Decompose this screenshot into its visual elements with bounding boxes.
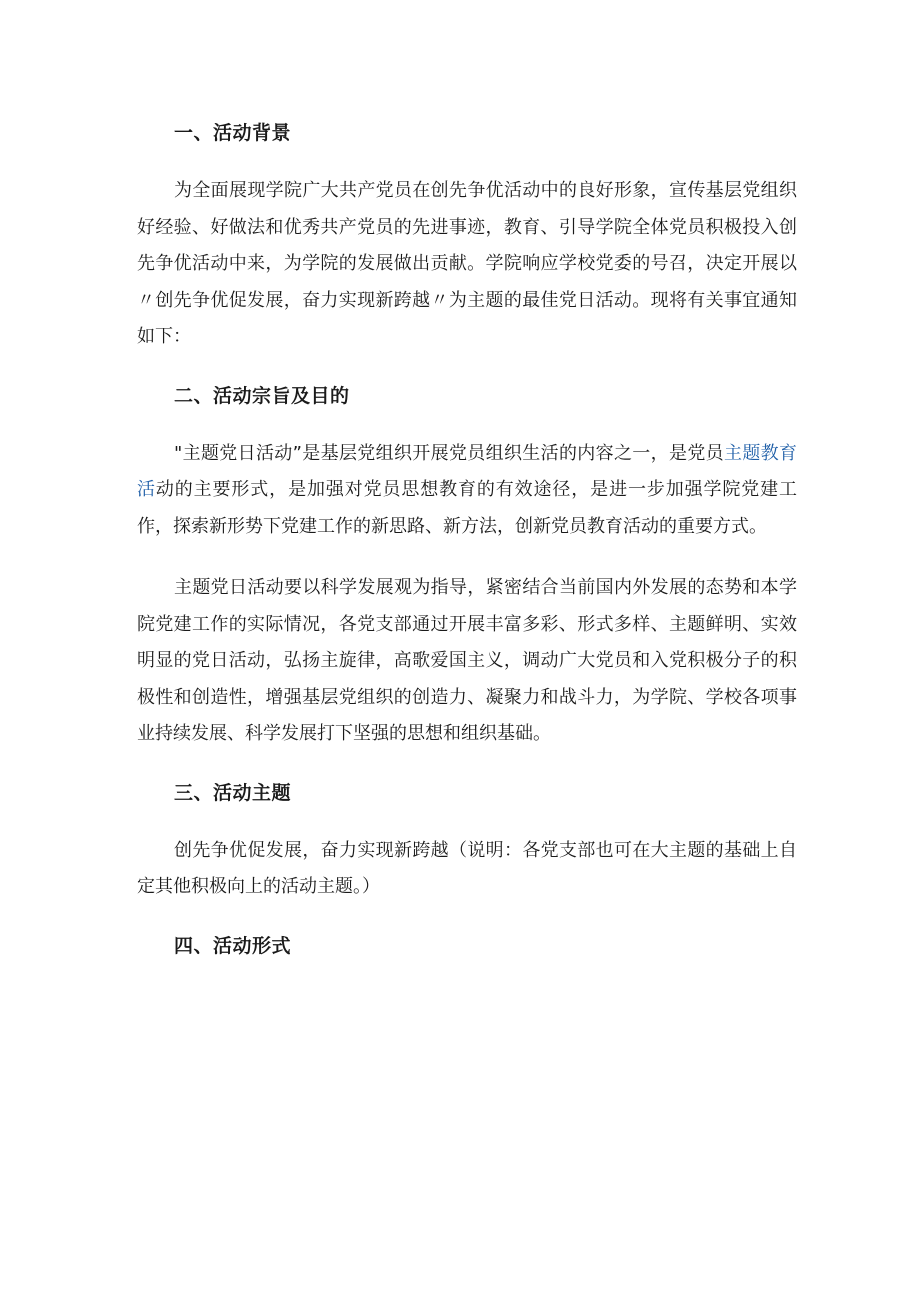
section-paragraph-purpose-2: 主题党日活动要以科学发展观为指导，紧密结合当前国内外发展的态势和本学院党建工作的实际情况，各党支部通过开展丰富多彩、形式多样、主题鲜明、实效明显的党日活动，弘扬主旋律，高歌爱国主义，调动广大党员和入党积极分子的积极性和创造性，增强基层党组织的创造力、凝聚力和战斗力，为学院、学校各项事业持续发展、科学发展打下坚强的思想和组织基础。 (137, 577, 797, 744)
section-paragraph-background: 为全面展现学院广大共产党员在创先争优活动中的良好形象，宣传基层党组织好经验、好做法和优秀共产党员的先进事迹，教育、引导学院全体党员积极投入创先争优活动中来，为学院的发展做出贡献。学院响应学校党委的号召，决定开展以〃创先争优促发展，奋力实现新跨越〃为主题的最佳党日活动。现将有关事宜通知如下： (137, 180, 797, 347)
section-paragraph-purpose-1 (137, 436, 797, 546)
document-body (137, 118, 797, 961)
theme-education-link[interactable]: 主题教育活 (137, 442, 798, 500)
section-heading-background: 一、活动背景 (174, 122, 292, 144)
section-heading-theme: 三、活动主题 (174, 781, 292, 804)
paragraph-text-before-link: "主题党日活动”是基层党组织开展党员组织生活的内容之一，是党员 (174, 442, 724, 464)
section-paragraph-theme: 创先争优促发展，奋力实现新跨越（说明：各党支部也可在大主题的基础上自定其他积极向上的活动主题。） (137, 839, 797, 897)
section-heading-purpose: 二、活动宗旨及目的 (174, 384, 350, 407)
section-heading-format: 四、活动形式 (174, 934, 292, 957)
paragraph-text-after-link: 动的主要形式，是加强对党员思想教育的有效途径，是进一步加强学院党建工作，探索新形势下党建工作的新思路、新方法，创新党员教育活动的重要方式。 (137, 479, 798, 537)
